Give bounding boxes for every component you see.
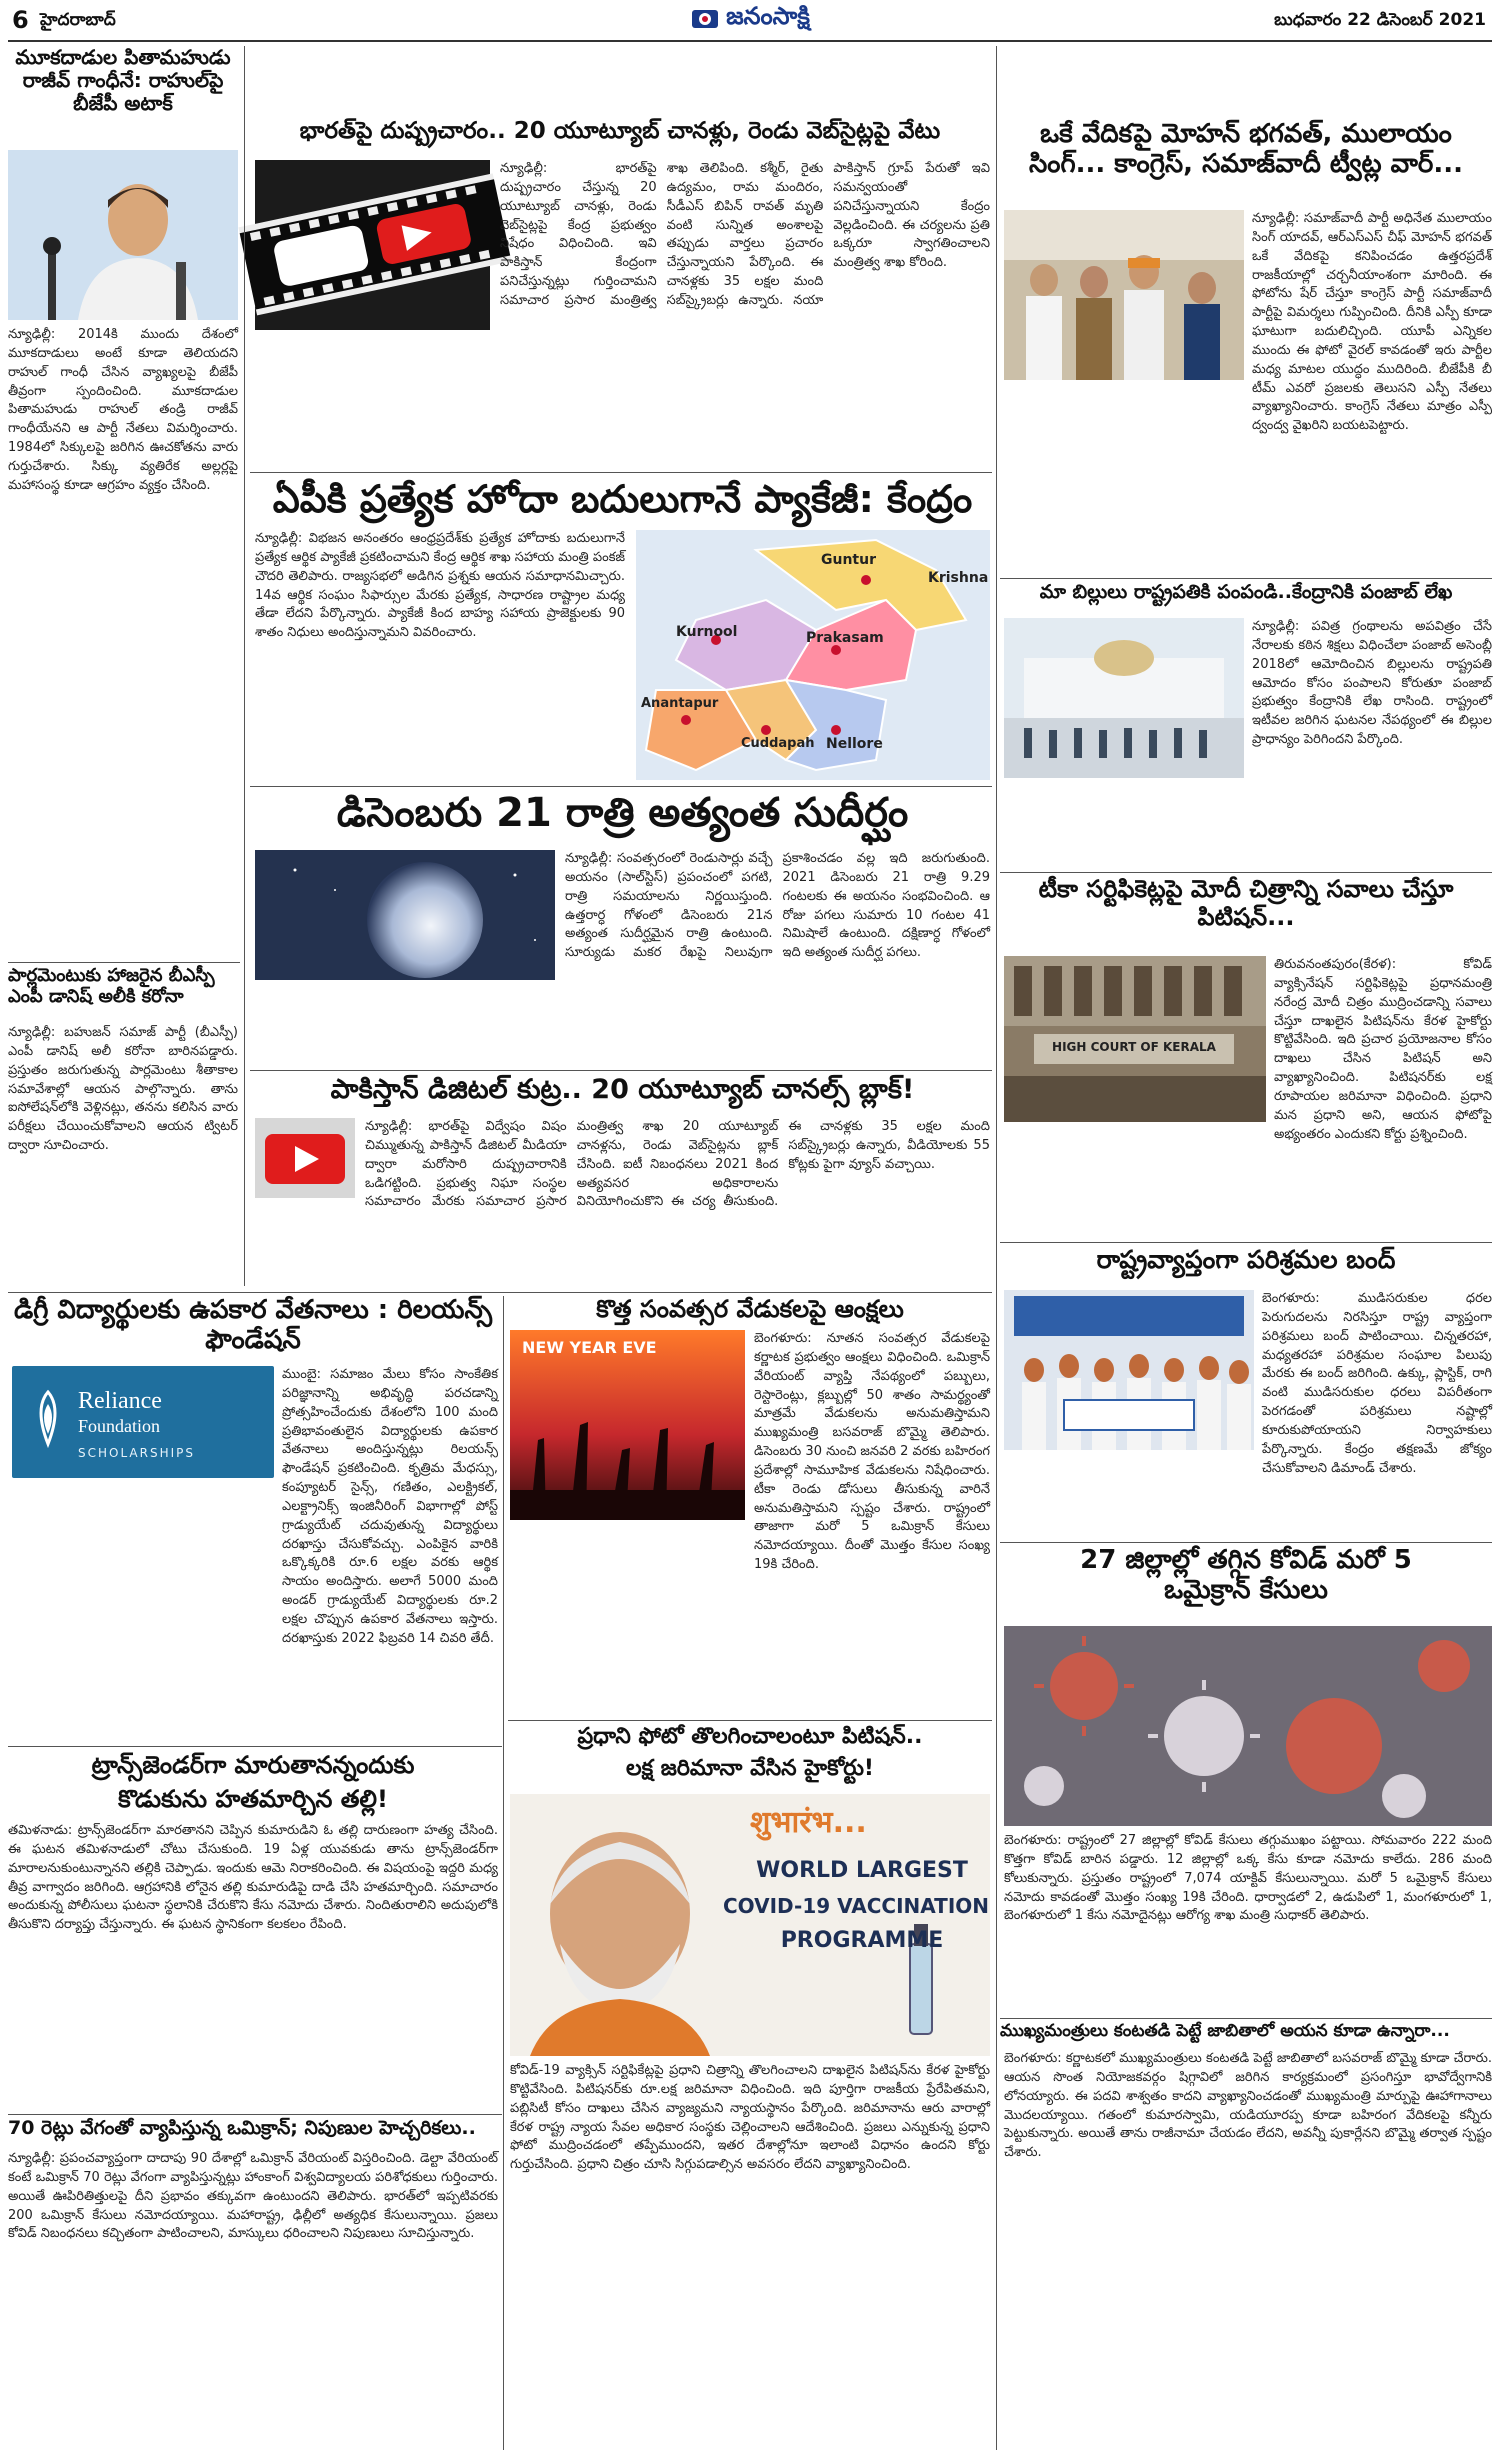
map-label-krishna: Krishna [928,570,989,586]
modi-photo-headline-2: లక్ష జరిమానా వేసిన హైకోర్టు! [626,1756,874,1781]
modi-image-line2: COVID-19 VACCINATION [722,1894,989,1918]
transgender-body: తమిళనాడు: ట్రాన్స్‌జెండర్‌గా మారతానని చెప్పిన కుమారుడిని ఓ తల్లి దారుణంగా హత్య చేసింది. ఈ ఘటన తమిళనాడులో చోటు చేసుకుంది. 19 ఏళ్ల యువకుడు తాను ట్రాన్స్‌జెండర్‌గా మారాలనుకుంటున్నానని తల్లికి చెప్పాడు. ఇందుకు ఆమె నిరాకరించింది. ఈ విషయంపై ఇద్దరి మధ్య తీవ్ర వాగ్వాదం జరిగింది. ఆగ్రహానికి లోనైన తల్లి కుమారుడిపై దాడి చేసి హతమార్చింది. సమాచారం అందుకున్న పోలీసులు ఘటనా స్థలానికి చేరుకొని కేసు నమోదు చేశారు. నిందితురాలిని అదుపులోకి తీసుకొని దర్యాప్తు చేస్తున్నారు. ఈ ఘటన స్థానికంగా కలకలం రేపింది. [8,1823,498,1933]
parliament-body: న్యూఢిల్లీ: బహుజన్ సమాజ్ పార్టీ (బీఎస్పీ) ఎంపీ డానిష్ అలీ కరోనా బారినపడ్డారు. ప్రస్తుతం జరుగుతున్న పార్లమెంటు శీతాకాల సమావేశాల్లో ఆయన పాల్గొన్నారు. తాను ఐసోలేషన్‌లోకి వెళ్లినట్లు, తనను కలిసిన వారు పరీక్షలు చేయించుకోవాలని ఆయన ట్విటర్ ద్వారా సూచించారు. [8,1025,238,1154]
issue-date: బుధవారం 22 డిసెంబర్ 2021 [1274,10,1486,30]
bandh-body: బెంగళూరు: ముడిసరుకుల ధరల పెరుగుదలను నిరసిస్తూ రాష్ట్ర వ్యాప్తంగా పరిశ్రమలు బంద్ పాటించాయి. చిన్నతరహా, మధ్యతరహా పరిశ్రమల సంఘాల పిలుపు మేరకు ఈ బంద్ జరిగింది. ఉక్కు, ప్లాస్టిక్, రాగి వంటి ముడిసరుకుల ధరలు విపరీతంగా పెరగడంతో పరిశ్రమలు నష్టాల్లో కూరుకుపోయాయని నిర్వాహకులు పేర్కొన్నారు. కేంద్రం తక్షణమే జోక్యం చేసుకోవాలని డిమాండ్ చేశారు. [1262,1291,1492,1476]
omicron-headline: 70 రెట్లు వేగంతో వ్యాపిస్తున్న ఒమిక్రాన్; నిపుణుల హెచ్చరికలు.. [8,2117,476,2139]
solstice-headline: డిసెంబరు 21 రాత్రి అత్యంత సుదీర్ఘం [336,790,909,836]
section-divider-5 [8,1746,502,1747]
cm-body: బెంగళూరు: కర్ణాటకలో ముఖ్యమంత్రులు కంటతడి పెట్టే జాబితాలో బసవరాజ్ బొమ్మై కూడా చేరారు. ఆయన సొంత నియోజకవర్గం షిగ్గావిలో జరిగిన కార్యక్రమంలో ప్రసంగిస్తూ భావోద్వేగానికి లోనయ్యారు. ఈ పదవి శాశ్వతం కాదని వ్యాఖ్యానించడంతో ముఖ్యమంత్రి మార్పుపై ఊహాగానాలు మొదలయ్యాయి. గతంలో కుమారస్వామి, యడియూరప్ప కూడా బహిరంగ వేదికలపై కన్నీరు పెట్టుకున్నారు. అయితే తాను రాజీనామా చేయడం లేదని, అవన్నీ పుకార్లేనని బొమ్మై తర్వాత స్పష్టం చేశారు. [1004,2051,1492,2161]
punjab-headline: మా బిల్లులు రాష్ట్రపతికి పంపండి..కేంద్రానికి పంజాబ్ లేఖ [1039,581,1453,603]
new-year-body: బెంగళూరు: నూతన సంవత్సర వేడుకలపై కర్ణాటక ప్రభుత్వం ఆంక్షలు విధించింది. ఒమిక్రాన్ వేరియంట్ వ్యాప్తి నేపథ్యంలో పబ్బులు, రెస్టారెంట్లు, క్లబ్బుల్లో 50 శాతం సామర్థ్యంతో మాత్రమే వేడుకలను అనుమతిస్తామని ముఖ్యమంత్రి బసవరాజ్ బొమ్మై తెలిపారు. డిసెంబరు 30 నుంచి జనవరి 2 వరకు బహిరంగ ప్రదేశాల్లో సామూహిక వేడుకలను నిషేధించారు. టీకా రెండు డోసులు తీసుకున్న వారినే అనుమతిస్తామని స్పష్టం చేశారు. రాష్ట్రంలో తాజాగా మరో 5 ఒమిక్రాన్ కేసులు నమోదయ్యాయి. దీంతో మొత్తం కేసుల సంఖ్య 19కి చేరింది. [754,1331,990,1573]
map-label-kurnool: Kurnool [676,624,738,640]
reliance-body: ముంబై: సమాజం మేలు కోసం సాంకేతిక పరిజ్ఞానాన్ని అభివృద్ధి పరచడాన్ని ప్రోత్సహించేందుకు దేశంలోని 100 మంది ప్రతిభావంతులైన విద్యార్థులకు ఉపకార వేతనాలు అందిస్తున్నట్లు రిలయన్స్ ఫౌండేషన్ ప్రకటించింది. కృత్రిమ మేధస్సు, కంప్యూటర్ సైన్స్, గణితం, ఎలక్ట్రికల్, ఎలక్ట్రానిక్స్ ఇంజినీరింగ్ విభాగాల్లో పోస్ట్ గ్రాడ్యుయేట్ చదువుతున్న విద్యార్థులు దరఖాస్తు చేసుకోవచ్చు. ఎంపికైన వారికి ఒక్కొక్కరికి రూ.6 లక్షల వరకు ఆర్థిక సాయం అందిస్తారు. అలాగే 5000 మంది అండర్ గ్రాడ్యుయేట్ విద్యార్థులకు రూ.2 లక్షల చొప్పున ఉపకార వేతనాలు ఇస్తారు. దరఖాస్తుకు 2022 ఫిబ్రవరి 14 చివరి తేదీ. [282,1367,498,1646]
section-divider-8 [1000,578,1492,579]
bandh-headline: రాష్ట్రవ్యాప్తంగా పరిశ్రమల బంద్ [1096,1245,1396,1274]
section-divider-2 [250,786,992,787]
modi-image-line3: PROGRAMME [780,1928,944,1953]
virus-photo [1004,1626,1492,1826]
punjab-body: న్యూఢిల్లీ: పవిత్ర గ్రంథాలను అపవిత్రం చేసే నేరాలకు కఠిన శిక్షలు విధించేలా పంజాబ్ అసెంబ్లీ 2018లో ఆమోదించిన బిల్లులను రాష్ట్రపతి ఆమోదం కోసం పంపాలని కోరుతూ పంజాబ్ ప్రభుత్వం కేంద్రానికి లేఖ రాసింది. రాష్ట్రంలో ఇటీవల జరిగిన ఘటనల నేపథ్యంలో ఈ బిల్లుల ప్రాధాన్యం పెరిగిందని పేర్కొంది. [1252,619,1492,748]
rss-meet-photo [1004,210,1244,380]
youtube-ban-headline: భారత్‌పై దుష్ప్రచారం.. 20 యూట్యూబ్ చానళ్లు, రెండు వెబ్‌సైట్లపై వేటు [299,118,941,144]
page-number: 6 [12,6,29,34]
section-divider-13 [8,962,240,963]
map-label-cuddapah: Cuddapah [741,736,815,751]
solstice-photo [255,850,555,980]
rahul-photo [8,150,238,320]
modi-image-line1: WORLD LARGEST [756,1858,968,1883]
solstice-body-bottom [255,986,555,1066]
vaccine-headline: టీకా సర్టిఫికెట్లపై మోదీ చిత్రాన్ని సవాలు చేస్తూ పిటిషన్... [1038,875,1454,931]
section-divider-1 [250,472,992,473]
reliance-logo-line1: Reliance [78,1388,162,1414]
cm-headline: ముఖ్యమంత్రులు కంటతడి పెట్టే జాబితాలో అయన కూడా ఉన్నారా... [1000,2021,1450,2041]
modi-photo-headline-1: ప్రధాని ఫోటో తొలగించాలంటూ పిటిషన్.. [577,1724,923,1749]
rss-meet-headline: ఒకే వేదికపై మోహన్ భగవత్, ములాయం సింగ్... కాంగ్రెస్, సమాజ్‌వాదీ ట్వీట్ల వార్... [1029,119,1463,179]
omicron-body: న్యూఢిల్లీ: ప్రపంచవ్యాప్తంగా దాదాపు 90 దేశాల్లో ఒమిక్రాన్ వేరియంట్ విస్తరించింది. డెల్టా వేరియంట్ కంటే ఒమిక్రాన్ 70 రెట్లు వేగంగా వ్యాపిస్తున్నట్లు హాంకాంగ్ విశ్వవిద్యాలయ పరిశోధకులు గుర్తించారు. అయితే ఊపిరితిత్తులపై దీని ప్రభావం తక్కువగా ఉంటుందని తెలిపారు. భారత్‌లో ఇప్పటివరకు 200 ఒమిక్రాన్ కేసులు నమోదయ్యాయి. మహారాష్ట్ర, ఢిల్లీలో అత్యధిక కేసులున్నాయి. ప్రజలు కోవిడ్ నిబంధనలు కచ్చితంగా పాటించాలని, మాస్కులు ధరించాలని నిపుణులు సూచిస్తున్నారు. [8,2151,498,2242]
map-label-guntur: Guntur [821,552,876,568]
map-label-prakasam: Prakasam [806,630,884,646]
section-divider-12 [1000,2018,1492,2019]
section-divider-11 [1000,1542,1492,1543]
modi-image-title: शुभारंभ... [750,1805,867,1840]
modi-photo-image [510,1794,990,2056]
youtube-ban-photo [255,160,490,330]
paper-name: జనంసాక్షి [726,2,810,30]
reliance-emblem-icon [28,1388,68,1448]
kerala-hc-sign: HIGH COURT OF KERALA [1052,1040,1216,1054]
new-year-photo [510,1330,745,1520]
package-headline: ఏపీకి ప్రత్యేక హోదా బదులుగానే ప్యాకేజీ: కేంద్రం [272,477,973,521]
column-divider-right [996,46,997,2450]
masthead [0,0,1500,40]
column-divider-mid [503,1296,504,2450]
section-divider-3 [250,1070,992,1071]
column-divider-left [244,46,245,1286]
parliament-headline: పార్లమెంటుకు హాజరైన బీఎస్పీ ఎంపీ డానిష్ అలీకి కరోనా [8,965,215,1007]
youtube-ban-body: న్యూఢిల్లీ: భారత్‌పై దుష్ప్రచారం చేస్తున్న 20 యూట్యూబ్ చానళ్లు, రెండు వెబ్‌సైట్లపై కేంద్ర ప్రభుత్వం నిషేధం విధించింది. ఇవి పాకిస్తాన్ కేంద్రంగా పనిచేస్తున్నట్లు గుర్తించామని సమాచార ప్రసార మంత్రిత్వ శాఖ తెలిపింది. కశ్మీర్, రైతు ఉద్యమం, రామ మందిరం, సీడీఎస్ బిపిన్ రావత్ మృతి వంటి సున్నిత అంశాలపై తప్పుడు వార్తలు ప్రచారం చేస్తున్నాయని పేర్కొంది. ఈ చానళ్లకు 35 లక్షల మంది సబ్‌స్క్రైబర్లు ఉన్నారు. నయా పాకిస్తాన్ గ్రూప్ పేరుతో ఇవి సమన్వయంతో పనిచేస్తున్నాయని కేంద్రం వెల్లడించింది. ఈ చర్యలను ప్రతి ఒక్కరూ స్వాగతించాలని మంత్రిత్వ శాఖ కోరింది. [500,161,990,308]
new-year-body-cont [510,1524,990,1722]
new-year-headline: కొత్త సంవత్సర వేడుకలపై ఆంక్షలు [596,1295,904,1323]
section-divider-6 [8,2114,502,2115]
vaccine-body: తిరువనంతపురం(కేరళ): కోవిడ్ వ్యాక్సినేషన్ సర్టిఫికెట్లపై ప్రధానమంత్రి నరేంద్ర మోదీ చిత్రం ముద్రించడాన్ని సవాలు చేస్తూ దాఖలైన పిటిషన్‌ను కేరళ హైకోర్టు కొట్టివేసింది. ఇది ప్రచార ప్రయోజనాల కోసం దాఖలు చేసిన పిటిషన్ అని వ్యాఖ్యానించింది. పిటిషనర్‌కు లక్ష రూపాయల జరిమానా విధించింది. ప్రధాని మన ప్రధాని అని, ఆయన ఫోటోపై అభ్యంతరం ఎందుకని కోర్టు ప్రశ్నించింది. [1274,957,1492,1142]
bandh-body-cont [1004,1454,1492,1550]
section-divider-9 [1000,872,1492,873]
rahul-headline: మూకదాడుల పితామహుడు రాజీవ్ గాంధీనే: రాహుల్‌పై బీజేపీ అటాక్ [15,45,231,115]
section-divider-7 [508,1720,992,1721]
rahul-body: న్యూఢిల్లీ: 2014కి ముందు దేశంలో మూకదాడులు అంటే కూడా తెలియదని రాహుల్ గాంధీ చేసిన వ్యాఖ్యలపై బీజేపీ తీవ్రంగా స్పందించింది. మూకదాడుల పితామహుడు రాహుల్ తండ్రి రాజీవ్ గాంధీయేనని ఆ పార్టీ నేతలు విమర్శించారు. 1984లో సిక్కులపై జరిగిన ఊచకోతను వారు గుర్తుచేశారు. సిక్కు వ్యతిరేక అల్లర్లపై మహాసంస్థ కూడా ఆగ్రహం వ్యక్తం చేసింది. [8,327,238,493]
city-label: హైదరాబాద్ [40,10,116,30]
rss-meet-body: న్యూఢిల్లీ: సమాజ్‌వాదీ పార్టీ అధినేత ములాయం సింగ్ యాదవ్, ఆర్‌ఎస్‌ఎస్ చీఫ్ మోహన్ భగవత్ ఒకే వేదికపై కనిపించడం ఉత్తరప్రదేశ్ రాజకీయాల్లో చర్చనీయాంశంగా మారింది. ఈ ఫోటోను షేర్ చేస్తూ కాంగ్రెస్ పార్టీ సమాజ్‌వాదీ పార్టీపై విమర్శలు గుప్పించింది. దీనికి ఎస్పీ కూడా ఘాటుగా బదులిచ్చింది. యూపీ ఎన్నికల ముందు ఈ ఫోటో వైరల్ కావడంతో ఇరు పార్టీల మధ్య మాటల యుద్ధం ముదిరింది. బీజేపీకి బీ టీమ్ ఎవరో ప్రజలకు తెలుసని ఎస్పీ నేతలు వ్యాఖ్యానించారు. కాంగ్రెస్ నేతలు మాత్రం ఎస్పీ ద్వంద్వ వైఖరిని బయటపెట్టారు. [1252,211,1492,434]
pak-digital-photo [255,1118,355,1198]
map-label-anantapur: Anantapur [641,696,719,711]
reliance-logo-line3: SCHOLARSHIPS [78,1446,196,1460]
pak-digital-headline: పాకిస్తాన్ డిజిటల్ కుట్ర.. 20 యూట్యూబ్ చానల్స్ బ్లాక్! [330,1074,915,1105]
solstice-body: న్యూఢిల్లీ: సంవత్సరంలో రెండుసార్లు వచ్చే అయనం (సాల్‌స్టిస్) ప్రపంచంలో పగటి, రాత్రి సమయాలను నిర్ణయిస్తుంది. ఉత్తరార్ధ గోళంలో డిసెంబరు 21న అత్యంత సుదీర్ఘమైన రాత్రి ఉంటుంది. సూర్యుడు మకర రేఖపై నిలువుగా ప్రకాశించడం వల్ల ఇది జరుగుతుంది. 2021 డిసెంబరు 21 రాత్రి 9.29 గంటలకు ఈ అయనం సంభవించింది. ఆ రోజు పగలు సుమారు 10 గంటల 41 నిమిషాలే ఉంటుంది. దక్షిణార్ధ గోళంలో ఇది అత్యంత సుదీర్ఘ పగలు. [565,851,990,961]
covid-body: బెంగళూరు: రాష్ట్రంలో 27 జిల్లాల్లో కోవిడ్ కేసులు తగ్గుముఖం పట్టాయి. సోమవారం 222 మంది కొత్తగా కోవిడ్ బారిన పడ్డారు. 12 జిల్లాల్లో ఒక్క కేసు కూడా నమోదు కాలేదు. 286 మంది కోలుకున్నారు. ప్రస్తుతం రాష్ట్రంలో 7,074 యాక్టివ్ కేసులున్నాయి. మరో 5 ఒమైక్రాన్ కేసులు నమోదు కావడంతో మొత్తం సంఖ్య 19కి చేరింది. ధార్వాడలో 2, ఉడుపిలో 1, మంగళూరులో 1, బెంగళూరులో 1 కేసు నమోదైనట్లు ఆరోగ్య శాఖ మంత్రి సుధాకర్ తెలిపారు. [1004,1833,1492,1924]
section-divider-4 [8,1292,992,1293]
reliance-headline: డిగ్రీ విద్యార్థులకు ఉపకార వేతనాలు : రిలయన్స్ ఫౌండేషన్ [13,1295,493,1355]
transgender-headline-1: ట్రాన్స్‌జెండర్‌గా మారుతానన్నందుకు [91,1751,415,1779]
transgender-headline-2: కొడుకును హతమార్చిన తల్లి! [118,1785,388,1813]
ap-map [636,530,990,780]
modi-photo-body: కోవిడ్-19 వ్యాక్సిన్ సర్టిఫికేట్లపై ప్రధాని చిత్రాన్ని తొలగించాలని దాఖలైన పిటిషన్‌ను కేరళ హైకోర్టు కొట్టివేసింది. పిటిషనర్‌కు రూ.లక్ష జరిమానా విధించింది. ఇది పూర్తిగా రాజకీయ ప్రేరేపితమని, పబ్లిసిటీ కోసం దాఖలు చేసిన వ్యాజ్యమని న్యాయస్థానం పేర్కొంది. జరిమానాను ఆరు వారాల్లో కేరళ రాష్ట్ర న్యాయ సేవల అధికార సంస్థకు చెల్లించాలని ఆదేశించింది. ప్రజలు ఎన్నుకున్న ప్రధాని ఫోటో ముద్రించడంలో తప్పేముందని, ఇతర దేశాల్లోనూ ఇలాంటి విధానం ఉందని కోర్టు గుర్తుచేసింది. ప్రధాని చిత్రం చూసి సిగ్గుపడాల్సిన అవసరం లేదని వ్యాఖ్యానించింది. [510,2063,990,2173]
pak-digital-body: న్యూఢిల్లీ: భారత్‌పై విద్వేషం విషం చిమ్ముతున్న పాకిస్తాన్ డిజిటల్ మీడియా ద్వారా మరోసారి దుష్ప్రచారానికి ఒడిగట్టింది. ప్రభుత్వ నిఘా సంస్థల సమాచారం మేరకు సమాచార ప్రసార మంత్రిత్వ శాఖ 20 యూట్యూబ్ చానళ్లను, రెండు వెబ్‌సైట్లను బ్లాక్ చేసింది. ఐటీ నిబంధనలు 2021 కింద అత్యవసర అధికారాలను వినియోగించుకొని ఈ చర్య తీసుకుంది. ఈ చానళ్లకు 35 లక్షల మంది సబ్‌స్క్రైబర్లు ఉన్నారు, వీడియోలకు 55 కోట్లకు పైగా వ్యూస్ వచ్చాయి. [365,1119,990,1210]
paper-logo [630,2,870,36]
reliance-logo [12,1366,274,1478]
rss-meet-body-cont [1004,384,1492,572]
punjab-photo [1004,618,1244,778]
section-divider-10 [1000,1242,1492,1243]
vaccine-body-cont [1004,1126,1492,1238]
package-body: న్యూఢిల్లీ: విభజన అనంతరం ఆంధ్రప్రదేశ్‌కు ప్రత్యేక హోదాకు బదులుగానే ప్రత్యేక ఆర్థిక ప్యాకేజీ ప్రకటించామని కేంద్ర ఆర్థిక శాఖ సహాయ మంత్రి పంకజ్ చౌదరి తెలిపారు. రాజ్యసభలో అడిగిన ప్రశ్నకు ఆయన సమాధానమిచ్చారు. 14వ ఆర్థిక సంఘం సిఫార్సుల మేరకు ప్రత్యేక, సాధారణ రాష్ట్రాల మధ్య తేడా లేదని పేర్కొన్నారు. ప్యాకేజీ కింద బాహ్య సహాయ ప్రాజెక్టులకు 90 శాతం నిధులు అందిస్తున్నామని వివరించారు. [255,531,625,641]
covid-headline: 27 జిల్లాల్లో తగ్గిన కోవిడ్ మరో 5 ఒమైక్రాన్ కేసులు [1080,1545,1412,1605]
reliance-logo-line2: Foundation [78,1416,161,1436]
new-year-image-text: NEW YEAR EVE [522,1338,657,1357]
bandh-photo [1004,1290,1254,1450]
masthead-divider [8,40,1492,42]
map-label-nellore: Nellore [826,736,883,752]
kerala-hc-photo [1004,956,1266,1122]
logo-icon [690,6,720,32]
reliance-body-cont [8,1482,498,1742]
